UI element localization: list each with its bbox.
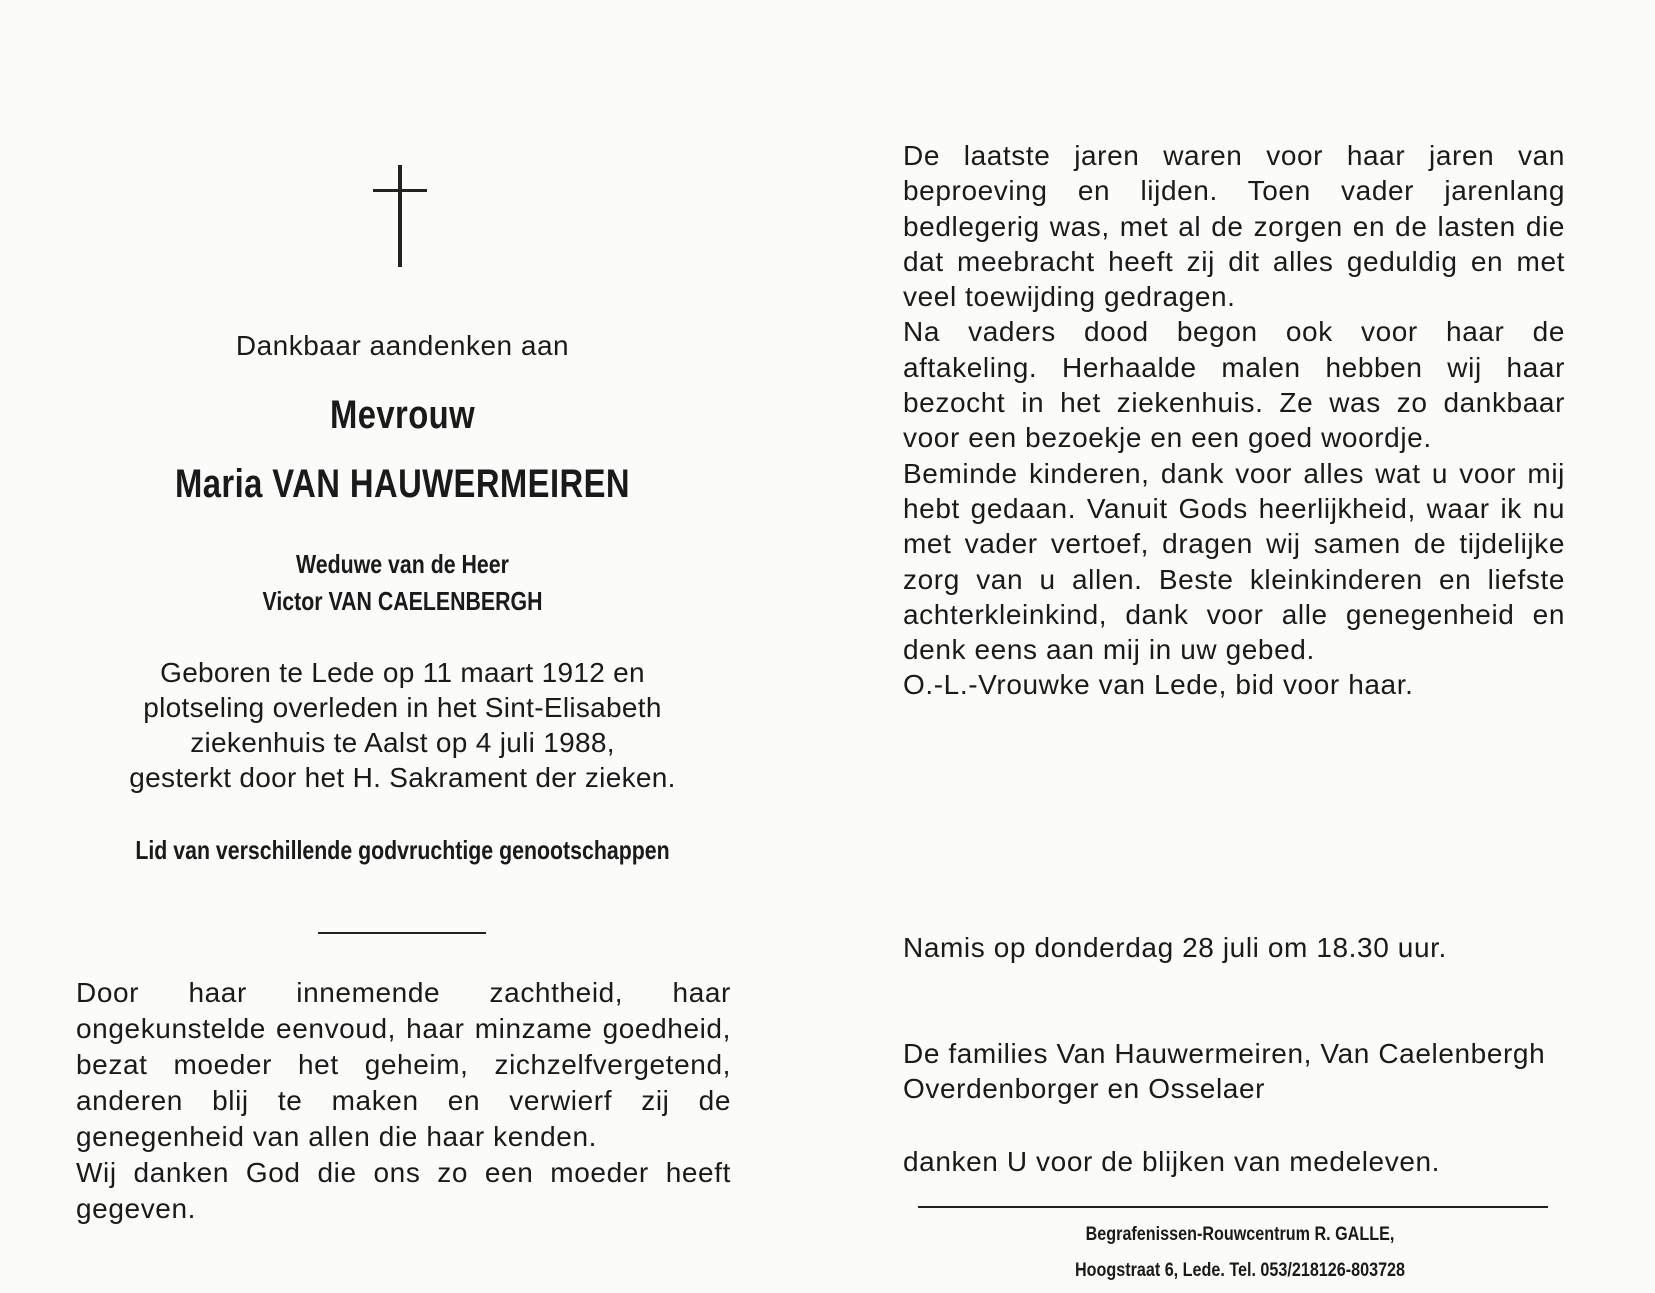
reflection-p3: Beminde kinderen, dank voor alles wat u voor mij hebt gedaan. Vanuit Gods heerlijkheid, waar ik nu met vader vertoef, dragen wij samen de tijdelijke zorg van u allen. Beste kleinkinderen en liefste achterkleinkind, dank voor alle genegenheid en denk eens aan mij in uw gebed.	[903, 457, 1565, 666]
families-line-2: Overdenborger en Osselaer	[903, 1073, 1266, 1104]
widow-block	[130, 546, 675, 620]
bio-line: ziekenhuis te Aalst op 4 juli 1988,	[190, 727, 615, 758]
bio-block	[70, 655, 735, 795]
undertaker-name: Begrafenissen-Rouwcentrum R. GALLE,	[1085, 1224, 1395, 1245]
widow-line-1: Weduwe van de Heer	[296, 549, 509, 579]
reflection-paragraph	[903, 138, 1565, 703]
footer-divider	[918, 1206, 1548, 1208]
membership-text: Lid van verschillende godvruchtige genootschappen	[135, 835, 670, 865]
reflection-p2: Na vaders dood begon ook voor haar de aftakeling. Herhaalde malen hebben wij haar bezocht in het ziekenhuis. Ze was zo dankbaar voor een bezoekje en een goed woordje.	[903, 316, 1565, 454]
salutation: Mevrouw	[329, 393, 476, 437]
prayer-line: O.-L.-Vrouwke van Lede, bid voor haar.	[903, 669, 1414, 701]
reflection-p1: De laatste jaren waren voor haar jaren van beproeving en lijden. Toen vader jarenlang bedlegerig was, met al de zorgen en de lasten die dat meebracht heeft zij dit alles geduldig en met veel toewijding gedragen.	[903, 140, 1565, 313]
undertaker-address: Hoogstraat 6, Lede. Tel. 053/218126-803728	[1074, 1260, 1406, 1281]
mass-info: Namis op donderdag 28 juli om 18.30 uur.	[903, 932, 1447, 963]
bio-line: gesterkt door het H. Sakrament der zieken.	[129, 762, 676, 793]
widow-line-2: Victor VAN CAELENBERGH	[262, 586, 543, 616]
tribute-paragraph	[76, 975, 731, 1227]
intro-text: Dankbaar aandenken aan	[235, 330, 570, 361]
thanks-line: danken U voor de blijken van medeleven.	[903, 1146, 1441, 1177]
tribute-text-2: Wij danken God die ons zo een moeder heeft gegeven.	[76, 1157, 731, 1224]
bio-line: Geboren te Lede op 11 maart 1912 en	[160, 657, 645, 688]
tribute-text: Door haar innemende zachtheid, haar ongekunstelde eenvoud, haar minzame goedheid, bezat moeder het geheim, zichzelfvergetend, anderen blij te maken en verwierf zij de genegenheid van allen die haar kenden.	[76, 977, 731, 1152]
bio-line: plotseling overleden in het Sint-Elisabeth	[143, 692, 662, 723]
cross-icon	[373, 165, 427, 267]
divider	[318, 932, 486, 934]
families-line-1: De families Van Hauwermeiren, Van Caelenbergh	[903, 1038, 1546, 1069]
deceased-name: Maria VAN HAUWERMEIREN	[175, 462, 630, 506]
